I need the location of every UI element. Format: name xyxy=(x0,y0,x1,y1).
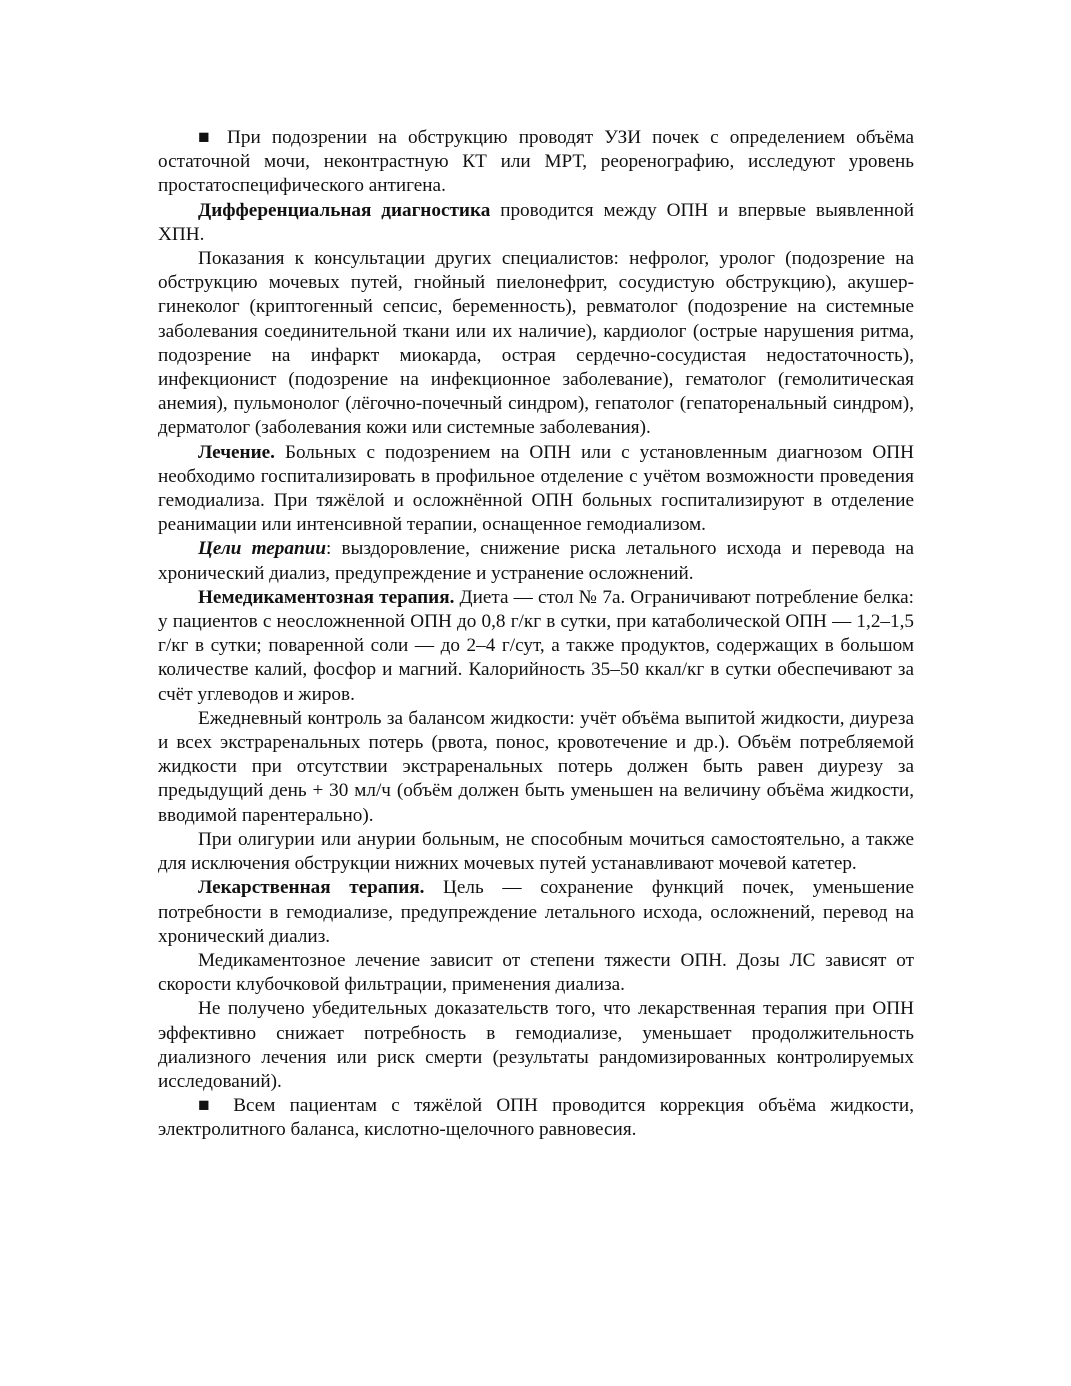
paragraph-text: Показания к консультации других специалистов: нефролог, уролог (подозрение на обструкцию мочевых путей, гнойный пиелонефрит, сосудистую обструкцию), акушер-гинеколог (криптогенный сепсис, беременность), ревматолог (подозрение на системные заболевания соединительной ткани или их наличие), кардиолог (острые нарушения ритма, подозрение на инфаркт миокарда, острая сердечно-сосудистая недостаточность), инфекционист (подозрение на инфекционное заболевание), гематолог (гемолитическая анемия), пульмонолог (лёгочно-почечный синдром), гепатолог (гепаторенальный синдром), дерматолог (заболевания кожи или системные заболевания). xyxy=(158,248,914,439)
paragraph-text: Диета — стол № 7а. Ограничивают потребление белка: у пациентов с неосложненной ОПН до 0,8 г/кг в сутки, при катаболической ОПН — 1,2–1,5 г/кг в сутки; поваренной соли — до 2–4 г/сут, а также продуктов, содержащих в большом количестве калий, фосфор и магний. Калорийность 35–50 ккал/кг в сутки обеспечивают за счёт углеводов и жиров. xyxy=(158,586,914,705)
paragraph-medication-dependence xyxy=(158,949,914,997)
paragraph-text: ■ При подозрении на обструкцию проводят УЗИ почек с определением объёма остаточной мочи, неконтрастную КТ или МРТ, реоренографию, исследуют уровень простатоспецифического антигена. xyxy=(158,127,914,197)
section-heading-non-drug-therapy: Немедикаментозная терапия. xyxy=(198,586,455,608)
section-heading-drug-therapy: Лекарственная терапия. xyxy=(198,877,425,899)
paragraph-severe-correction xyxy=(158,1094,914,1142)
paragraph-fluid-balance xyxy=(158,707,914,828)
paragraph-text: ■ Всем пациентам с тяжёлой ОПН проводится коррекция объёма жидкости, электролитного баланса, кислотно-щелочного равновесия. xyxy=(158,1095,914,1141)
paragraph-drug-therapy xyxy=(158,876,914,949)
paragraph-text: Медикаментозное лечение зависит от степени тяжести ОПН. Дозы ЛС зависят от скорости клубочковой фильтрации, применения диализа. xyxy=(158,949,914,996)
paragraph-catheter xyxy=(158,828,914,876)
paragraph-differential-diagnosis xyxy=(158,199,914,247)
paragraph-obstruction-diagnostics xyxy=(158,126,914,199)
paragraph-treatment xyxy=(158,441,914,538)
paragraph-specialist-consultations xyxy=(158,247,914,441)
paragraph-text: Ежедневный контроль за балансом жидкости: учёт объёма выпитой жидкости, диуреза и всех экстраренальных потерь (рвота, понос, кровотечение и др.). Объём потребляемой жидкости при отсутствии экстраренальных потерь должен быть равен диурезу за предыдущий день + 30 мл/ч (объём должен быть уменьшен на величину объёма жидкости, вводимой парентерально). xyxy=(158,707,914,826)
paragraph-text: : выздоровление, снижение риска летального исхода и перевода на хронический диализ, предупреждение и устранение осложнений. xyxy=(158,538,914,584)
paragraph-text: проводится между ОПН и впервые выявленной ХПН. xyxy=(158,199,914,245)
paragraph-therapy-goals xyxy=(158,537,914,585)
paragraph-evidence xyxy=(158,997,914,1094)
document-page xyxy=(158,126,914,1143)
paragraph-non-drug-therapy xyxy=(158,586,914,707)
paragraph-text: Цель — сохранение функций почек, уменьшение потребности в гемодиализе, предупреждение летального исхода, осложнений, перевод на хронический диализ. xyxy=(158,877,915,947)
paragraph-text: Больных с подозрением на ОПН или с установленным диагнозом ОПН необходимо госпитализировать в профильное отделение с учётом возможности проведения гемодиализа. При тяжёлой и осложнённой ОПН больных госпитализируют в отделение реанимации или интенсивной терапии, оснащенное гемодиализом. xyxy=(158,441,914,536)
section-heading-therapy-goals: Цели терапии xyxy=(198,538,327,560)
section-heading-differential: Дифференциальная диагностика xyxy=(198,199,491,221)
paragraph-text: При олигурии или анурии больным, не способным мочиться самостоятельно, а также для исключения обструкции нижних мочевых путей устанавливают мочевой катетер. xyxy=(158,828,914,875)
section-heading-treatment: Лечение. xyxy=(198,441,275,463)
paragraph-text: Не получено убедительных доказательств того, что лекарственная терапия при ОПН эффективно снижает потребность в гемодиализе, уменьшает продолжительность диализного лечения или риск смерти (результаты рандомизированных контролируемых исследований). xyxy=(158,998,914,1092)
